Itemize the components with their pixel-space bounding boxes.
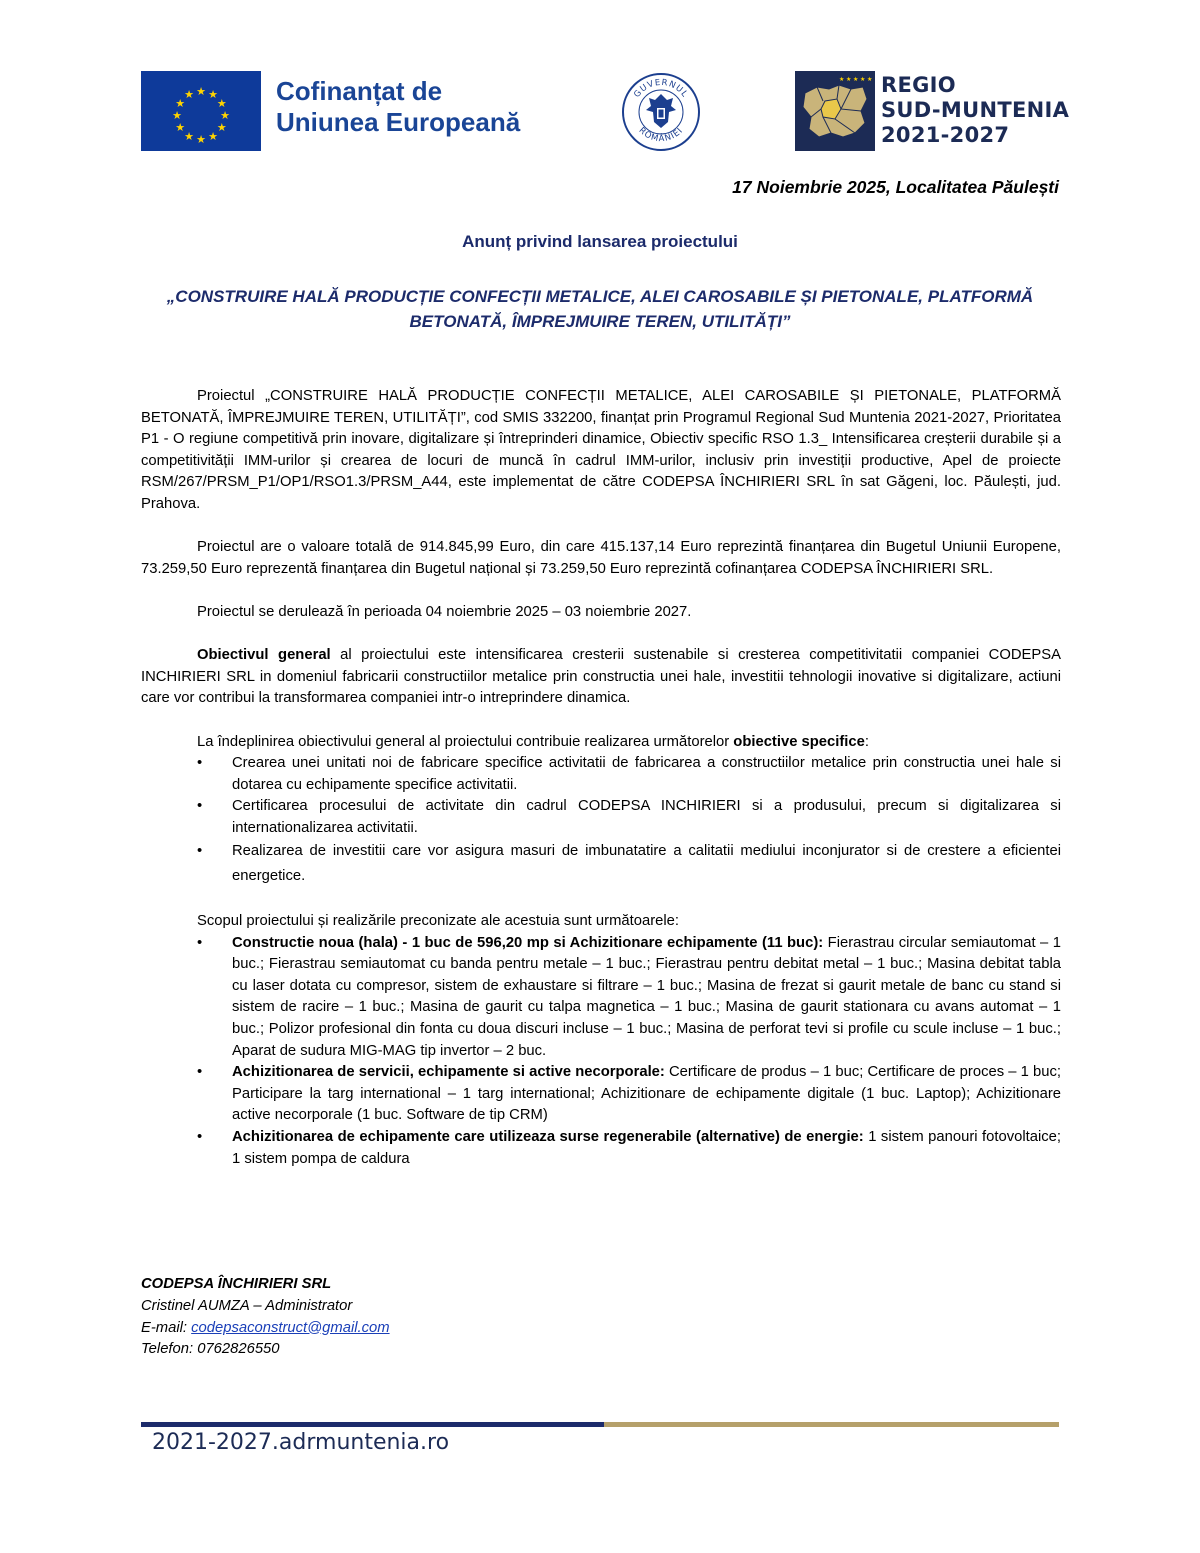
specific-objectives-list — [141, 753, 1061, 889]
bullet-icon: • — [197, 1064, 203, 1081]
specific-objectives-colon: : — [864, 733, 869, 750]
svg-text:★: ★ — [220, 109, 230, 122]
svg-text:★: ★ — [846, 76, 852, 83]
svg-text:★: ★ — [175, 121, 186, 134]
project-period-paragraph: Proiectul se derulează în perioada 04 noiembrie 2025 – 03 noiembrie 2027. — [197, 603, 692, 620]
specific-objectives-label: obiective specifice — [733, 733, 865, 750]
scope-item-title: Achizitionarea de servicii, echipamente si active necorporale: — [232, 1064, 665, 1081]
svg-text:★: ★ — [860, 76, 866, 83]
eu-stars-icon — [141, 71, 261, 151]
specific-objectives-intro-text: La îndeplinirea obiectivului general al proiectului contribuie realizarea următorelor — [197, 733, 734, 750]
svg-text:★: ★ — [216, 97, 227, 110]
regio-label — [881, 73, 1069, 148]
specific-objectives-intro — [141, 732, 1061, 754]
footer-divider-gold — [604, 1422, 1059, 1427]
list-item — [141, 796, 1061, 839]
svg-text:★: ★ — [175, 97, 186, 110]
svg-text:★: ★ — [867, 76, 873, 83]
coat-of-arms-icon — [646, 94, 676, 128]
eu-cofinanced-label — [276, 76, 576, 138]
general-objective-label: Obiectivul general — [197, 647, 331, 664]
region-map-icon — [795, 71, 875, 151]
svg-text:★: ★ — [208, 88, 218, 102]
project-value-paragraph: Proiectul are o valoare totală de 914.845,99 Euro, din care 415.137,14 Euro reprezintă finanțarea din Bugetul Uniunii Europene, 73.259,50 Euro reprezentă finanțarea din Bugetul național și 73.259,50 Euro reprezintă cofinanțarea CODEPSA ÎNCHIRIERI SRL. — [141, 539, 1061, 577]
general-objective-text: al proiectului este intensificarea cresterii sustenabile si cresterea competitivitatii companiei CODEPSA INCHIRIERI SRL in domeniul fabricarii constructiilor metalice prin constructia unei hale, investitii tehnologii inovative si digitalizare, actiuni care vor contribui la transformarea companiei intr-o intreprindere dinamica. — [141, 647, 1061, 707]
svg-text:★: ★ — [196, 133, 206, 146]
eu-label-line2: Uniunea Europeană — [276, 107, 521, 137]
announcement-title: Anunț privind lansarea proiectului — [462, 232, 738, 251]
list-item-text: Certificarea procesului de activitate din cadrul CODEPSA INCHIRIERI si a produsului, precum si digitalizarea si internationalizarea activitatii. — [232, 798, 1061, 836]
eu-flag-logo — [141, 71, 261, 151]
email-link[interactable]: codepsaconstruct@gmail.com — [191, 1319, 390, 1336]
bullet-icon: • — [197, 755, 203, 772]
regio-line2: SUD-MUNTENIA — [881, 98, 1070, 122]
footer-website: 2021-2027.adrmuntenia.ro — [152, 1430, 450, 1455]
list-item-text: Realizarea de investitii care vor asigura masuri de imbunatatire a calitatii mediului inconjurator si de crestere a eficientei energetice. — [232, 843, 1061, 885]
bullet-icon: • — [197, 1129, 203, 1145]
seal-text-top: GUVERNUL — [632, 77, 690, 100]
bullet-icon: • — [197, 934, 203, 951]
regio-line3: 2021-2027 — [881, 123, 1010, 147]
signature-block — [141, 1274, 390, 1361]
svg-text:★: ★ — [853, 76, 859, 83]
romanian-government-seal — [621, 72, 701, 152]
regio-line1: REGIO — [881, 73, 956, 97]
general-objective-paragraph — [141, 645, 1061, 710]
scope-item-text: Fierastrau circular semiautomat – 1 buc.; Fierastrau semiautomat cu banda pentru metale – 1 buc.; Fierastrau pentru debitat metal – 1 buc.; Masina debitat tabla cu laser dotata cu compresor, sistem de exhaustare si filtrare – 1 buc.; Masina de frezat si gaurit metale de banc cu stand si sistem de racire – 1 buc.; Masina de gaurit cu talpa magnetica – 1 buc.; Masina de gaurit stationara cu avans automat – 1 buc.; Polizor profesional din fonta cu doua discuri incluse – 1 buc.; Masina de perforat tevi si profile cu scule incluse – 1 buc.; Aparat de sudura MIG-MAG tip invertor – 2 buc. — [232, 934, 1061, 1059]
regio-sud-muntenia-logo — [795, 71, 1075, 151]
footer-divider-blue — [141, 1422, 604, 1427]
scope-item-title: Constructie noua (hala) - 1 buc de 596,20 mp si Achizitionare echipamente (11 buc): — [232, 934, 824, 951]
bullet-icon: • — [197, 843, 203, 860]
company-name: CODEPSA ÎNCHIRIERI SRL — [141, 1276, 332, 1292]
project-title: „CONSTRUIRE HALĂ PRODUCȚIE CONFECȚII METALICE, ALEI CAROSABILE ȘI PIETONALE, PLATFORMĂ BETONATĂ, ÎMPREJMUIRE TEREN, UTILITĂȚI” — [166, 287, 1034, 331]
scope-intro: Scopul proiectului și realizările preconizate ale acestuia sunt următoarele: — [197, 913, 679, 930]
list-item — [141, 753, 1061, 796]
scope-item-text: 1 sistem panouri fotovoltaice; 1 sistem pompa de caldura — [232, 1129, 1061, 1167]
scope-item-title: Achizitionarea de echipamente care utilizeaza surse regenerabile (alternative) de energie: — [232, 1129, 864, 1145]
svg-text:★: ★ — [196, 85, 206, 98]
date-location: 17 Noiembrie 2025, Localitatea Păulești — [732, 177, 1059, 197]
svg-text:★: ★ — [839, 76, 845, 83]
svg-text:★: ★ — [216, 121, 227, 134]
announcement-body — [141, 386, 1061, 1192]
svg-text:ROMÂNIEI — [637, 126, 686, 144]
administrator-name: Cristinel AUMZA – Administrator — [141, 1297, 353, 1314]
list-item — [141, 933, 1061, 1063]
list-item — [141, 1127, 1061, 1170]
svg-text:★: ★ — [208, 129, 218, 143]
project-description-paragraph: Proiectul „CONSTRUIRE HALĂ PRODUCȚIE CONFECȚII METALICE, ALEI CAROSABILE ȘI PIETONALE, PLATFORMĂ BETONATĂ, ÎMPREJMUIRE TEREN, UTILITĂȚI”, cod SMIS 332200, finanțat prin Programul Regional Sud Muntenia 2021-2027, Prioritatea P1 - O regiune competitivă prin inovare, digitalizare și întreprinderi dinamice, Obiectiv specific RSO 1.3_ Intensificarea creșterii durabile și a competitivității IMM-urilor și crearea de locuri de muncă în cadrul IMM-urilor, inclusiv prin investiții productive, Apel de proiecte RSM/267/PRSM_P1/OP1/RSO1.3/PRSM_A44, este implementat de către CODEPSA ÎNCHIRIERI SRL în sat Găgeni, loc. Păulești, jud. Prahova. — [141, 388, 1061, 512]
phone-line: Telefon: 0762826550 — [141, 1341, 280, 1358]
bullet-icon: • — [197, 798, 203, 815]
seal-text-bottom: ROMÂNIEI — [636, 125, 686, 145]
email-line — [141, 1318, 390, 1340]
list-item-text: Crearea unei unitati noi de fabricare specifice activitatii de fabricarea a constructiilor metalice prin constructia unei hale si dotarea cu echipamente specifice activitatii. — [232, 755, 1061, 793]
svg-text:★: ★ — [172, 109, 182, 122]
svg-text:★: ★ — [184, 88, 194, 102]
scope-list — [141, 933, 1061, 1171]
eu-label-line1: Cofinanțat de — [276, 76, 443, 106]
email-label: E-mail: — [141, 1319, 192, 1336]
list-item — [141, 1062, 1061, 1127]
svg-text:★: ★ — [184, 129, 194, 143]
list-item — [141, 839, 1061, 889]
scope-item-text: Certificare de produs – 1 buc; Certificare de proces – 1 buc; Participare la targ international – 1 targ international; Achizitionare de echipamente digitale (1 buc. Laptop); Achizitionare active necorporale (1 buc. Software de tip CRM) — [232, 1064, 1061, 1124]
